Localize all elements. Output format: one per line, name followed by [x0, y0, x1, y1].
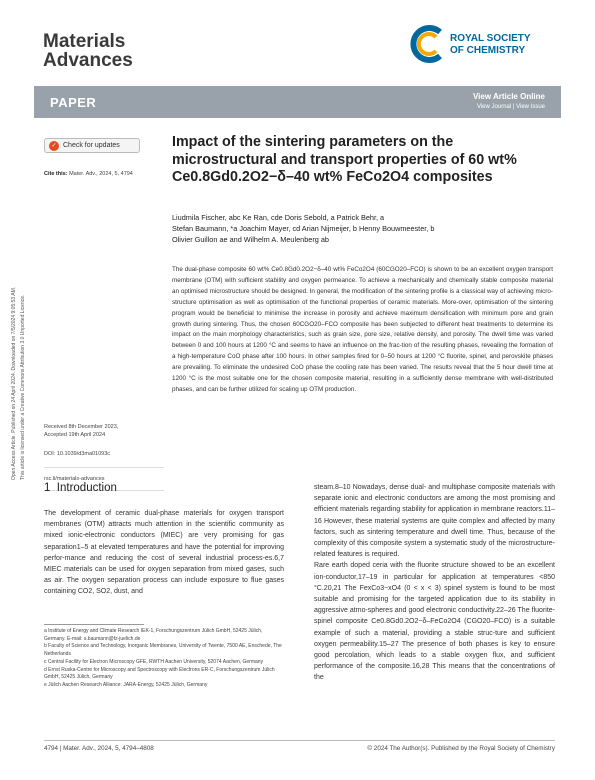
intro-right-column: steam.8–10 Nowadays, dense dual- and multiphase composite materials with separate ionic and electronic conductors are among the most promising and efficient materials regarding stability for application in membrane reactors.11–16 However, these material systems are quite complex and affected by many factors, such as sintering temperature and dwell time. Thus, because of the complexity of this composite system a systematic study of the microstructure-related features is required. Rare earth doped ceria with the fluorite structure showed to be an excellent ion-conductor,17–19 in particular for application at temperatures <850 °C.20,21 The FexCo3−xO4 (0 < x < 3) spinel system is found to be most suitable and promising for the targeted application due to its stability in aggressive atmo-spheres and good electronic conductivity.22–26 The fluorite-spinel composite Ce0.8Gd0.2O2−δ–FeCo2O4 (CGO20–FCO) is a suitable example of such a material, providing a stable struc-ture and sufficient oxygen permeability.15–27 The presence of both phases is key to ensure good percolation, which leads to a stable oxygen flux, and sufficient performance of the composite.16,28 This means that the concentrations of the	[314, 484, 555, 682]
journal-title-line2: Advances	[43, 50, 133, 71]
article-title: Impact of the sintering parameters on the microstructural and transport properties of 60 wt% Ce0.8Gd0.2O2−δ–40 wt% FeCo2O4 composites	[172, 134, 517, 185]
journal-issue-links[interactable]: View Journal | View Issue	[476, 104, 545, 110]
footer-page-info: 4794 | Mater. Adv., 2024, 5, 4794–4808	[44, 745, 154, 752]
journal-title-line1: Materials	[43, 31, 126, 52]
view-article-online-link[interactable]: View Article Online	[472, 92, 545, 101]
affiliation-b: b Faculty of Science and Technology, Inorganic Membranes, University of Twente, 7500 AE, Enschede, The Netherlands	[44, 643, 282, 658]
affiliations	[44, 628, 284, 690]
publisher-line1: ROYAL SOCIETY	[450, 33, 531, 44]
paper-banner	[34, 86, 561, 118]
authors-line1: Liudmila Fischer, abc Ke Ran, cde Doris Sebold, a Patrick Behr, a	[172, 213, 385, 222]
intro-left-column: The development of ceramic dual-phase materials for oxygen transport membranes (OTM) attracts much attention in the scientific community as mixed ionic-electronic conductors (MIEC) are very promising for gas separation1–5 at elevated temperatures and have the potential for improving perfor-mance and reducing the cost of several industrial process-es.6,7 MIEC materials can be used for oxygen separation from mixed gases, such as air. The oxygen separation process can include exposure to flue gases containing CO2, SO2, dust, and	[44, 510, 284, 596]
section-title: Introduction	[56, 482, 117, 494]
affiliation-d: d Ernst Ruska-Centre for Microscopy and Spectroscopy with Electrons ER-C, Forschungszentrum Jülich GmbH, 52425 Jülich, Germany	[44, 666, 275, 681]
check-updates-button[interactable]	[44, 138, 140, 153]
authors-line3: Olivier Guillon ae and Wilhelm A. Meulenberg ab	[172, 235, 329, 245]
article-type: PAPER	[50, 95, 97, 110]
section-heading	[44, 482, 117, 494]
authors-line2: Stefan Baumann, *a Joachim Mayer, cd Arian Nijmeijer, b Henny Bouwmeester, b	[172, 224, 435, 234]
doi-link[interactable]: DOI: 10.1039/d3ma01093c	[44, 451, 111, 457]
citation	[44, 170, 164, 178]
footnote-rule	[44, 624, 144, 625]
received-dates	[44, 423, 164, 439]
side-text-line2: This article is licensed under a Creative Commons Attribution 3.0 Unported Licence.	[20, 294, 26, 480]
side-text-line1: Open Access Article. Published on 24 April 2024. Downloaded on 7/5/2024 9:05:53 AM.	[11, 286, 17, 480]
publisher-line2: OF CHEMISTRY	[450, 45, 526, 56]
journal-title	[43, 32, 243, 70]
open-access-sidebar	[11, 150, 41, 490]
publisher-name	[450, 34, 531, 56]
footer-rule	[44, 740, 555, 741]
check-updates-label: Check for updates	[63, 142, 120, 149]
abstract: The dual-phase composite 60 wt% Ce0.8Gd0.2O2−δ–40 wt% FeCo2O4 (60CGO20–FCO) is shown to be an excellent oxygen transport membrane (OTM) with sufficient stability and oxygen permeance. To achieve a mechanically and chemically stable composite material an optimised microstructure should be designed. In general, the modification of the sintering profile is a classical way of achieving micro-structure optimisation as well as optimisation of the functional properties of ceramic materials. More-over, optimisation of the sintering program would be beneficial to minimise the increase in porosity and achieve maximum densification with minimum pore and grain growth during sintering. Thus, the chosen 60CGO20–FCO composite has been subjected to different heat treatments to determine its impact on the main morphology characteristics, such as grain size, pore size, relative density, and porosity. The dwell time was varied between 0 and 100 hours at 1200 °C and seems to have an influence on the frac-tion of the resulting phases, revealing the formation of a high-temperature CoO phase after 100 hours. In other samples fired for 0–50 hours at 1200 °C fluorite, spinel, and perovskite phases are prevailing. To eliminate the undesired CoO phase the cooling rate has been varied. The results reveal that the 5 hour dwell time at 1200 °C is the most suitable one for the chosen composite material, resulting in a sufficiently dense membrane with well-distributed phases, and can be further utilized for scaling up OTM production.	[172, 266, 553, 393]
cite-label: Cite this:	[44, 171, 68, 177]
received-line1: Received 8th December 2023,	[44, 424, 119, 430]
page-footer	[44, 745, 555, 755]
check-updates-icon: ✓	[49, 141, 59, 151]
cite-text: Mater. Adv., 2024, 5, 4794	[69, 171, 133, 177]
affiliation-a: a Institute of Energy and Climate Research IEK-1, Forschungszentrum Jülich GmbH, 52425 Jülich, Germany. E-mail: s.baumann@fz-juelich.de	[44, 628, 263, 642]
received-line2: Accepted 19th April 2024	[44, 432, 106, 438]
author-list	[172, 212, 552, 246]
footer-copyright: © 2024 The Author(s). Published by the Royal Society of Chemistry	[367, 745, 555, 752]
section-number: 1	[44, 482, 51, 494]
affiliation-e: e Jülich Aachen Research Alliance: JARA-Energy, 52425 Jülich, Germany	[44, 681, 208, 688]
divider	[44, 467, 164, 468]
affiliation-c: c Central Facility for Electron Microscopy GFE, RWTH Aachen University, 52074 Aachen, Germany	[44, 658, 264, 665]
journal-url-link[interactable]: rsc.li/materials-advances	[44, 476, 105, 482]
rsc-logo-icon	[410, 24, 446, 64]
